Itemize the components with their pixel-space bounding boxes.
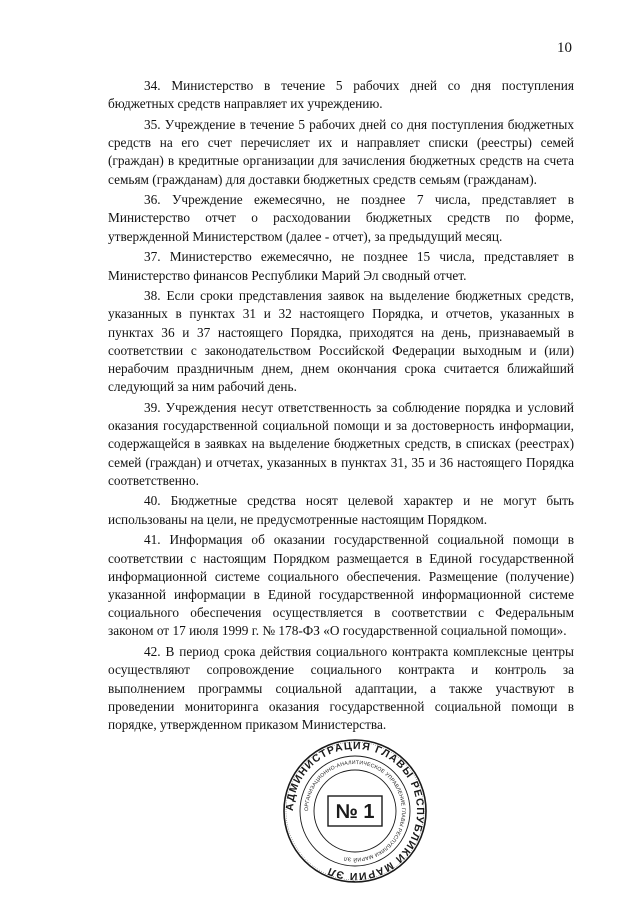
stamp-outer-text: АДМИНИСТРАЦИЯ ГЛАВЫ РЕСПУБЛИКИ МАРИЙ ЭЛ	[283, 739, 427, 883]
stamp-center-text: № 1	[335, 801, 375, 823]
paragraph-42: 42. В период срока действия социального контракта комплексные центры осуществляют сопровождение социального контракта и контроль за выполнением программы социальной адаптации, а также участвуют в проведении мониторинга оказания государственной социальной помощи в порядке, утвержденном приказом Министерства.	[108, 644, 574, 732]
paragraph-35: 35. Учреждение в течение 5 рабочих дней со дня поступления бюджетных средств на его счет перечисляет их и направляет списки (реестры) семей (граждан) в кредитные организации для зачисления бюджетных средств на счета семьям (гражданам) для доставки бюджетных средств семьям (гражданам).	[108, 116, 574, 187]
stamp-inner-text: ОРГАНИЗАЦИОННО-АНАЛИТИЧЕСКОЕ УПРАВЛЕНИЕ ГЛАВЫ РЕСПУБЛИКИ МАРИЙ ЭЛ	[303, 759, 407, 863]
paragraph-37: 37. Министерство ежемесячно, не позднее 15 числа, представляет в Министерство финансов Республики Марий Эл сводный отчет.	[108, 249, 574, 283]
page-number: 10	[557, 40, 572, 56]
stamp-seal	[282, 738, 428, 884]
paragraph-34: 34. Министерство в течение 5 рабочих дней со дня поступления бюджетных средств направляет их учреждению.	[108, 78, 574, 112]
official-stamp	[282, 738, 428, 884]
document-body	[108, 77, 574, 737]
paragraph-36: 36. Учреждение ежемесячно, не позднее 7 числа, представляет в Министерство отчет о расходовании бюджетных средств по форме, утвержденной Министерством (далее - отчет), за предыдущий месяц.	[108, 192, 574, 244]
paragraph-39: 39. Учреждения несут ответственность за соблюдение порядка и условий оказания государственной социальной помощи и за достоверность информации, содержащейся в заявках на выделение бюджетных средств, в списках (реестрах) семей (граждан) и отчетах, указанных в пунктах 31, 35 и 36 настоящего Порядка соответственно.	[108, 399, 574, 488]
paragraph-40: 40. Бюджетные средства носят целевой характер и не могут быть использованы на цели, не предусмотренные настоящим Порядком.	[108, 493, 574, 527]
paragraph-38: 38. Если сроки представления заявок на выделение бюджетных средств, указанных в пунктах 31 и 32 настоящего Порядка, и отчетов, указанных в пунктах 36 и 37 настоящего Порядка, приходятся на день, признаваемый в соответствии с законодательством Российской Федерации выходным и (или) нерабочим праздничным днем, днем окончания срока считается ближайший следующий за ним рабочий день.	[108, 288, 574, 395]
paragraph-41: 41. Информация об оказании государственной социальной помощи в соответствии с настоящим Порядком размещается в Единой государственной информационной системе социального обеспечения. Размещение (получение) указанной информации в Единой государственной информационной системе социального обеспечения осуществляется в соответствии с Федеральным законом от 17 июля 1999 г. № 178-ФЗ «О государственной социальной помощи».	[108, 532, 574, 639]
